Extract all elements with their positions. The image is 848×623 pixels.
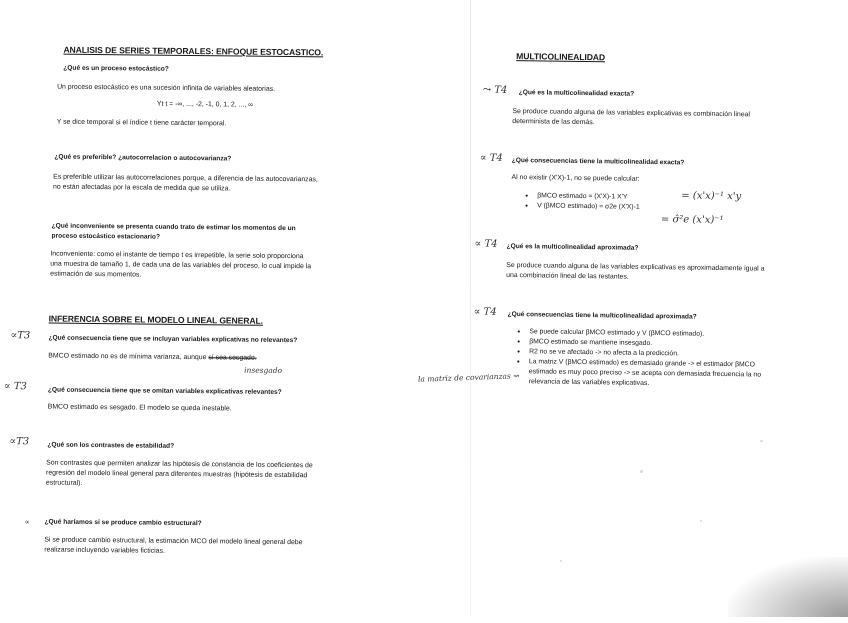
margin-annotation: ∝T3 [9, 436, 30, 448]
question: ¿Qué haríamos si se produce cambio estructural? [44, 518, 202, 528]
answer-text: Se produce cuando alguna de las variables explicativas es combinación lineal [512, 108, 750, 119]
answer-text: realizarse incluyendo variables ficticias. [44, 546, 165, 555]
answer-text: estimación de sus momentos. [50, 270, 142, 279]
answer-text: Es preferible utilizar las autocorrelaciones porque, a diferencia de las autocovarianzas, [53, 173, 318, 184]
answer-text: BMCO estimado no es de mínima varianza, aunque sí sea sesgado. [48, 352, 257, 362]
margin-annotation: ∝ T4 [473, 306, 497, 318]
answer-text: Y se dice temporal si el índice t tiene carácter temporal. [56, 118, 227, 128]
scan-speck [700, 520, 702, 522]
answer-text: Si se produce cambio estructural, la estimación MCO del modelo lineal general debe [44, 536, 303, 547]
scan-speck [640, 470, 643, 473]
question: ¿Qué es preferible? ¿autocorrelacion o autocovarianza? [54, 153, 232, 163]
scan-shadow [728, 557, 848, 617]
question: ¿Qué consecuencias tiene la multicolinealidad exacta? [511, 157, 685, 167]
bullet-list [525, 191, 695, 213]
handwritten-formula: = (x'x)⁻¹ x'y [681, 190, 742, 203]
bullet-item: • La matriz V (βMCO estimado) es demasiado grande -> el estimador βMCO [517, 357, 817, 371]
question: ¿Qué consecuencias tiene la multicolinealidad aproximada? [507, 310, 697, 321]
bullet-item: • R2 no se ve afectado -> no afecta a la predicción. [517, 347, 817, 361]
section-heading-inferencia: INFERENCIA SOBRE EL MODELO LINEAL GENERAL. [48, 313, 264, 326]
answer-text: estructural). [45, 479, 83, 487]
section-heading-series: ANALISIS DE SERIES TEMPORALES: ENFOQUE ESTOCASTICO. [63, 44, 324, 58]
answer-text: una muestra de tamaño 1, de cada una de las variables del proceso, lo cual impide la [50, 260, 312, 271]
answer-text: determinista de las demás. [512, 118, 595, 127]
margin-annotation: ∝ T4 [479, 152, 503, 164]
scan-speck [760, 440, 763, 442]
answer-text: Un proceso estocástico es una sucesión infinita de variables aleatorias. [57, 83, 276, 93]
answer-text: Al no existir (X'X)-1, no se puede calcular: [511, 174, 640, 183]
margin-annotation: ∝ T3 [3, 381, 27, 393]
question: ¿Qué es la multicolinealidad aproximada? [506, 242, 639, 252]
answer-text: estimado es muy poco preciso -> se acepta con demasiada frecuencia la no [528, 368, 762, 379]
margin-annotation: ∝ T4 [474, 238, 498, 250]
margin-annotation: ⤳ T4 [482, 84, 508, 96]
bullet-item: • Se puede calcular βMCO estimado y V (βMCO estimado). [517, 327, 817, 341]
answer-text: regresión del modelo lineal general para diferentes muestras (hipótesis de estabilidad [46, 469, 308, 480]
answer-text: no están afectadas por la escala de medida que se utiliza. [53, 183, 231, 193]
margin-annotation: ∝T3 [10, 330, 31, 342]
handwritten-formula: = σ̂²e (x'x)⁻¹ [660, 214, 724, 226]
bullet-item: • βMCO estimado se mantiene insesgado. [517, 337, 817, 351]
question: ¿Qué inconveniente se presenta cuando trato de estimar los momentos de un [51, 222, 296, 233]
answer-text: Inconveniente: como el instante de tiempo t es irrepetible, la serie solo proporciona [50, 250, 304, 261]
question: proceso estocástico estacionario? [51, 232, 161, 241]
answer-text: Se produce cuando alguna de las variables explicativas es aproximadamente igual a [506, 261, 765, 273]
handwritten-correction: insesgado [244, 365, 283, 375]
right-page [431, 0, 848, 623]
question: ¿Qué es un proceso estocástico? [63, 64, 169, 73]
answer-text: Son contrastes que permiten analizar las hipótesis de constancia de los coeficientes de [46, 459, 313, 470]
answer-text: una combinación lineal de las restantes. [506, 271, 629, 281]
bullet-item: • V (βMCO estimado) = σ2e (X'X)-1 [525, 201, 695, 213]
question: ¿Qué consecuencia tiene que se incluyan variables explicativas no relevantes? [48, 334, 298, 345]
question: ¿Qué es la multicolinealidad exacta? [518, 89, 635, 98]
scan-speck [560, 560, 562, 562]
answer-text: relevancia de las variables explicativas. [528, 378, 650, 387]
formula: Yt t = -∞, ..., -2, -1, 0, 1, 2, ..., ∞ [156, 100, 254, 109]
section-heading-multicolinealidad: MULTICOLINEALIDAD [516, 51, 606, 63]
bullet-list [517, 327, 818, 371]
question: ¿Qué consecuencia tiene que se omitan variables explicativas relevantes? [47, 386, 282, 396]
margin-annotation: ∝ [24, 517, 30, 527]
bullet-item: • βMCO estimado = (X'X)-1 X'Y [525, 191, 695, 203]
margin-note-covarianzas: la matriz de covarianzas ⇝ [417, 371, 520, 384]
question: ¿Qué son los contrastes de estabilidad? [47, 441, 175, 450]
answer-text: BMCO estimado es sesgado. El modelo se queda inestable. [47, 403, 232, 413]
